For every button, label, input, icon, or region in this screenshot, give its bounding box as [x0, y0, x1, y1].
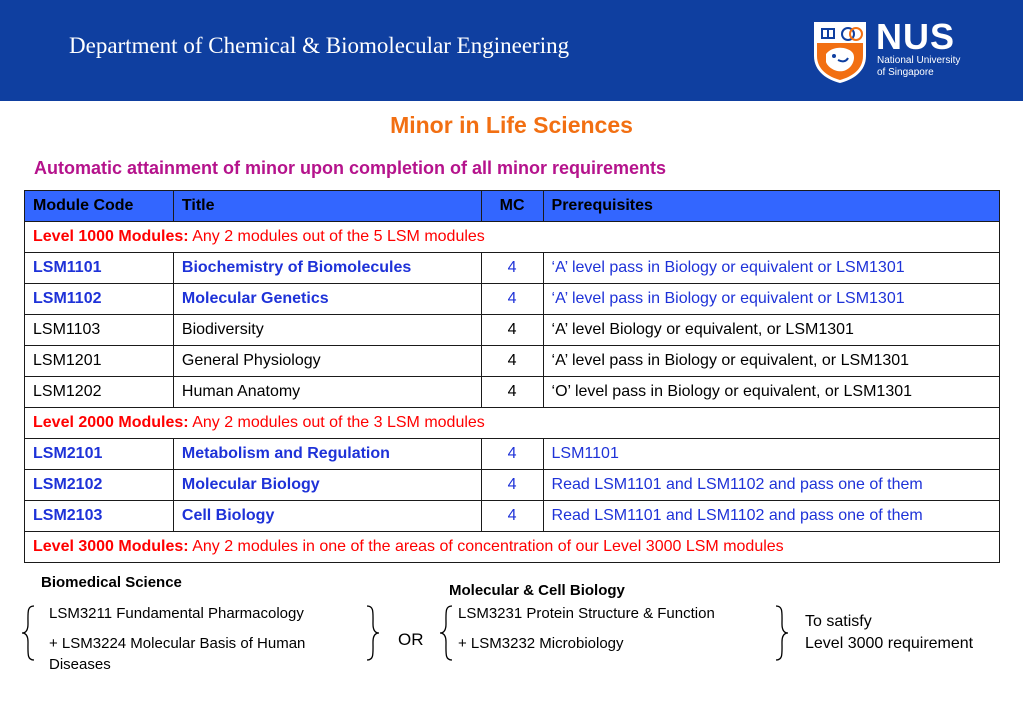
nus-fullname-line1: National University — [877, 55, 961, 66]
module-mc: 4 — [481, 439, 543, 470]
module-prereq: ‘A’ level pass in Biology or equivalent, or LSM1301 — [543, 346, 999, 377]
module-mc: 4 — [481, 253, 543, 284]
level-2000-text: Any 2 modules out of the 3 LSM modules — [188, 414, 485, 431]
module-code: LSM1103 — [25, 315, 174, 346]
table-row — [25, 315, 1000, 346]
biomed-item-1: LSM3211 Fundamental Pharmacology — [49, 605, 304, 622]
module-code: LSM1201 — [25, 346, 174, 377]
header-module-code: Module Code — [25, 191, 174, 222]
table-row — [25, 501, 1000, 532]
module-mc: 4 — [481, 470, 543, 501]
module-prereq: Read LSM1101 and LSM1102 and pass one of them — [543, 501, 999, 532]
left-brace-icon — [438, 604, 454, 662]
biomed-item-2-cont: Diseases — [49, 656, 111, 673]
department-title: Department of Chemical & Biomolecular Engineering — [69, 33, 570, 58]
module-title: General Physiology — [173, 346, 481, 377]
module-title: Human Anatomy — [173, 377, 481, 408]
module-prereq: ‘A’ level pass in Biology or equivalent or LSM1301 — [543, 284, 999, 315]
table-row — [25, 377, 1000, 408]
page-subtitle: Automatic attainment of minor upon completion of all minor requirements — [34, 158, 667, 178]
module-title: Molecular Biology — [173, 470, 481, 501]
nus-crest-icon — [812, 20, 868, 84]
molcell-item-1: LSM3231 Protein Structure & Function — [458, 605, 715, 622]
table-row — [25, 346, 1000, 377]
level-3000-row — [25, 532, 1000, 563]
requirement-note-line1: To satisfy — [805, 613, 872, 630]
level-1000-row — [25, 222, 1000, 253]
module-title: Metabolism and Regulation — [173, 439, 481, 470]
module-mc: 4 — [481, 377, 543, 408]
requirement-note-line2: Level 3000 requirement — [805, 635, 974, 652]
level-3000-cell — [25, 532, 1000, 563]
modules-table — [24, 190, 1000, 563]
level-2000-cell — [25, 408, 1000, 439]
level-1000-text: Any 2 modules out of the 5 LSM modules — [188, 228, 485, 245]
module-mc: 4 — [481, 501, 543, 532]
nus-acronym: NUS — [876, 16, 956, 57]
nus-fullname-line2: of Singapore — [877, 67, 934, 78]
table-row — [25, 253, 1000, 284]
table-row — [25, 284, 1000, 315]
module-title: Biochemistry of Biomolecules — [173, 253, 481, 284]
table-header-row — [25, 191, 1000, 222]
module-prereq: ‘O’ level pass in Biology or equivalent, or LSM1301 — [543, 377, 999, 408]
biomed-item-2: + LSM3224 Molecular Basis of Human — [49, 635, 306, 652]
level-1000-label: Level 1000 Modules: — [33, 228, 189, 245]
table-row — [25, 439, 1000, 470]
header-prerequisites: Prerequisites — [543, 191, 999, 222]
or-label: OR — [398, 630, 424, 649]
level-2000-label: Level 2000 Modules: — [33, 414, 189, 431]
module-code: LSM1202 — [25, 377, 174, 408]
level-2000-row — [25, 408, 1000, 439]
module-code: LSM1102 — [25, 284, 174, 315]
right-brace-icon — [774, 604, 790, 662]
module-title: Biodiversity — [173, 315, 481, 346]
module-mc: 4 — [481, 346, 543, 377]
right-brace-icon — [365, 604, 381, 662]
module-prereq: ‘A’ level pass in Biology or equivalent or LSM1301 — [543, 253, 999, 284]
nus-logo — [812, 16, 1002, 84]
module-code: LSM1101 — [25, 253, 174, 284]
nus-fullname — [877, 55, 960, 79]
module-prereq: ‘A’ level Biology or equivalent, or LSM1301 — [543, 315, 999, 346]
module-code: LSM2103 — [25, 501, 174, 532]
header-banner — [0, 0, 1023, 101]
header-title: Title — [173, 191, 481, 222]
header-mc: MC — [481, 191, 543, 222]
level-3000-label: Level 3000 Modules: — [33, 538, 189, 555]
module-title: Cell Biology — [173, 501, 481, 532]
left-brace-icon — [20, 604, 36, 662]
molcell-heading: Molecular & Cell Biology — [449, 582, 625, 599]
biomed-heading: Biomedical Science — [41, 574, 182, 591]
module-code: LSM2101 — [25, 439, 174, 470]
module-prereq: LSM1101 — [543, 439, 999, 470]
table-row — [25, 470, 1000, 501]
level-1000-cell — [25, 222, 1000, 253]
module-title: Molecular Genetics — [173, 284, 481, 315]
module-mc: 4 — [481, 315, 543, 346]
page-title: Minor in Life Sciences — [390, 112, 633, 138]
molcell-item-2: + LSM3232 Microbiology — [458, 635, 624, 652]
module-mc: 4 — [481, 284, 543, 315]
module-prereq: Read LSM1101 and LSM1102 and pass one of them — [543, 470, 999, 501]
module-code: LSM2102 — [25, 470, 174, 501]
level-3000-text: Any 2 modules in one of the areas of concentration of our Level 3000 LSM modules — [188, 538, 784, 555]
